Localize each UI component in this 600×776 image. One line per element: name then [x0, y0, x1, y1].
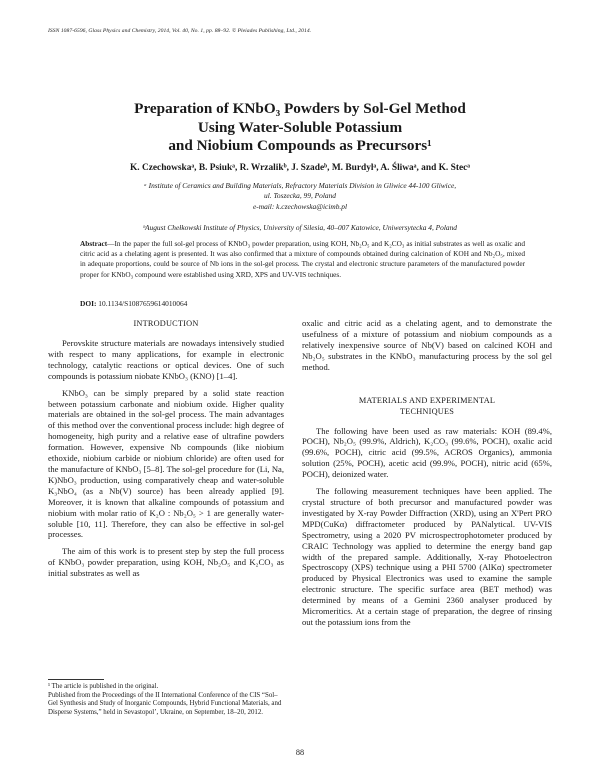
materials-paragraph-1: The following have been used as raw materials: KOH (89.4%, POCH), Nb₂O₅ (99.9%, Aldrich), K₂CO₃ (99.6%, POCH), oxalic acid (99.6%, POCH), citric acid (99.5%, ACROS Organics), ammonia solution (25%, POCH), acetic acid (99.9%, POCH), nitric acid (65%, POCH), deionized water.	[302, 425, 552, 480]
affiliation-email: e-mail: k.czechowska@icimb.pl	[252, 201, 348, 211]
materials-paragraph-2: The following measurement techniques have been applied. The crystal structure of both precursor and manufactured powder was investigated by X-ray Powder Diffraction (XRD), using an X'Pert PRO MPD(CuKα) diffractometer produced by PANalytical. UV-VIS Spectrometry, using a 2020 PV microspectrophotometer produced by CRAIC Technology was applied to determine the energy band gap width of the prepared sample. Additionally, X-ray Photoelectron Spectroscopy (XPS) technique using a PHI 5700 (AlKα) spectrometer produced by Physical Electronics was used to examine the sample electronic structure. The specific surface area (BET method) was determined by means of a Gemini 2360 analyser produced by Micromeritics. At a certain stage of preparation, the degree of rinsing out the potassium ions from the	[302, 486, 552, 627]
doi-value: 10.1134/S1087659614010064	[98, 299, 188, 308]
abstract-text: —In the paper the full sol-gel process of KNbO₃ powder preparation, using KOH, Nb₂O₅ and K₂CO₃ as initial substrates as well as oxalic and citric acid as a chelating agent is presented. It was also confirmed that a mixture of compounds obtained during calcination of KOH and Nb₂O₅, mixed in adequate proportions, could be source of Nb ions in the sol-gel process. The crystal and electronic structure parameters of the manufactured powder proper for KNbO₃ compound were established using XRD, XPS and UV-VIS techniques.	[80, 239, 525, 279]
title-line-2: Using Water-Soluble Potassium	[197, 118, 403, 136]
footnote-divider	[48, 679, 104, 680]
footnote	[48, 683, 286, 717]
author-list: K. Czechowskaᵃ, B. Psiukᵃ, R. Wrzalikᵇ, J. Szadeᵇ, M. Burdylᵃ, A. Śliwaᵃ, and K. Stecᵃ	[129, 163, 471, 173]
intro-continuation: oxalic and citric acid as a chelating agent, and to demonstrate the usefulness of a mixture of potassium and niobium compounds as a relatively inexpensive source of Nb(V) based on calcined KOH and Nb₂O₅ substrates in the KNbO₃ manufacturing process by the sol gel method.	[302, 318, 552, 372]
abstract	[80, 239, 525, 280]
title-line-1: Preparation of KNbO₃ Powders by Sol-Gel Method	[134, 100, 466, 117]
section-heading-materials-line-1: MATERIALS AND EXPERIMENTAL	[358, 395, 496, 405]
title-line-3: and Niobium Compounds as Precursors¹	[168, 137, 432, 155]
abstract-label: Abstract	[80, 239, 108, 248]
section-heading-materials-line-2: TECHNIQUES	[399, 406, 455, 416]
left-column	[48, 318, 284, 579]
affiliation-a-line-1: ᵃ Institute of Ceramics and Building Materials, Refractory Materials Division in Gliwice 44-100 Gliwice,	[143, 181, 457, 190]
page-number: 88	[295, 748, 305, 757]
affiliation-a	[40, 181, 560, 212]
affiliation-a-line-2: ul. Toszecka, 99, Poland	[264, 191, 336, 201]
article-title	[60, 100, 540, 156]
journal-header: ISSN 1087-6596, Glass Physics and Chemistry, 2014, Vol. 40, No. 1, pp. 88–92. © Pleiades Publishing, Ltd., 2014.	[48, 28, 312, 34]
affiliation-b: ᵇAugust Chełkowski Institute of Physics, University of Silesia, 40–007 Katowice, Uniwersytecka 4, Poland	[143, 223, 457, 232]
doi-line	[80, 299, 187, 308]
intro-paragraph-2: KNbO₃ can be simply prepared by a solid state reaction between potassium carbonate and niobium oxide. Higher quality materials are obtained in the sol-gel process. The main advantages of this method over the conventional process include: high degree of homogeneity, high purity and a relative ease of ultrafine powders formation. However, expensive Nb compounds (like niobium ethoxide, niobium carbide or niobium chloride) are often used for the manufacture of KNbO₃ [5–8]. The sol-gel procedure for (Li, Na, K)NbO₃ production, using comparatively cheap and water-soluble K₃NbO₄ (as a Nb(V) source) has been already applied [9]. Moreover, it is known that alkaline compounds of potassium and niobium with molar ratio of K₂O : Nb₂O₅ > 1 are generally water-soluble [10, 11]. Therefore, they can also be effective in sol-gel processes.	[48, 387, 284, 540]
footnote-line-1: ¹ The article is published in the original.	[48, 683, 159, 690]
right-column	[302, 318, 552, 628]
section-heading-introduction: INTRODUCTION	[133, 319, 199, 328]
section-heading-materials	[302, 395, 552, 417]
footnote-line-2: Published from the Proceedings of the II International Conference of the CIS “Sol–Gel Synthesis and Study of Inorganic Compounds, Hybrid Functional Materials, and Disperse Systems,” held in Sevastopol’, Ukraine, on September, 18–20, 2012.	[48, 691, 282, 716]
intro-paragraph-3: The aim of this work is to present step by step the full process of KNbO₃ powder preparation, using KOH, Nb₂O₅ and K₂CO₃ as initial substrates as well as	[48, 546, 284, 579]
doi-label: DOI:	[80, 299, 97, 308]
intro-paragraph-1: Perovskite structure materials are nowadays intensively studied with respect to many applications, for example in electronic technology, catalytic reactions or optical devices. One of such compounds is potassium niobate KNbO₃ (KNO) [1–4].	[48, 338, 284, 381]
